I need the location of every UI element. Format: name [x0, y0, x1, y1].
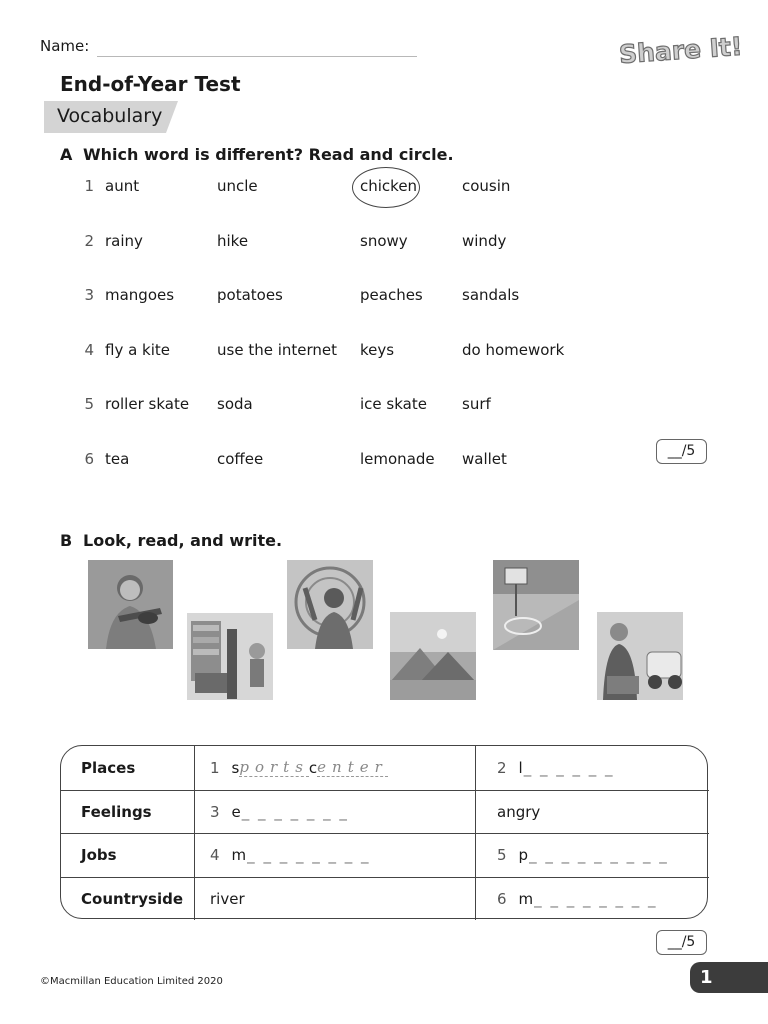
question-number: 5: [84, 395, 94, 413]
word-option[interactable]: roller skate: [105, 395, 190, 413]
table-row: [61, 833, 709, 877]
answer-cell[interactable]: [195, 834, 476, 877]
question-number: 6: [84, 450, 94, 468]
answer-cell[interactable]: [195, 791, 476, 834]
question-row: [0, 450, 768, 480]
word-option[interactable]: soda: [217, 395, 253, 413]
question-number: 2: [84, 232, 94, 250]
word-option[interactable]: windy: [462, 232, 507, 250]
word-option[interactable]: peaches: [360, 286, 423, 304]
answer-cell[interactable]: [476, 878, 709, 921]
answer-blank[interactable]: _ _ _ _ _ _ _: [241, 802, 349, 821]
answer-start: s: [231, 758, 240, 777]
example-cell: [476, 791, 709, 834]
row-label: Jobs: [61, 834, 195, 877]
item-number: 5: [497, 846, 507, 865]
answer-start: l: [518, 758, 523, 777]
word-option[interactable]: mangoes: [105, 286, 175, 304]
copyright: ©Macmillan Education Limited 2020: [40, 976, 223, 987]
row-label: Feelings: [61, 791, 195, 834]
question-row: [0, 286, 768, 316]
vocab-table: [60, 745, 708, 919]
mountains-picture: [390, 612, 476, 700]
question-row: [0, 232, 768, 262]
part-a-letter: A: [60, 145, 73, 164]
word-option[interactable]: hike: [217, 232, 249, 250]
question-row: [0, 177, 768, 207]
word-option[interactable]: lemonade: [360, 450, 435, 468]
word-option[interactable]: uncle: [217, 177, 258, 195]
word-option[interactable]: tea: [105, 450, 130, 468]
traced-letters: enter: [317, 758, 388, 777]
word-option[interactable]: ice skate: [360, 395, 427, 413]
answer-cell[interactable]: [476, 746, 709, 790]
answer-start: p: [518, 846, 529, 865]
item-number: 3: [210, 802, 220, 821]
traced-letters: ports: [239, 758, 309, 777]
library-picture: [187, 613, 273, 700]
answer-blank[interactable]: _ _ _ _ _ _: [523, 758, 615, 777]
score-box-a[interactable]: __/5: [656, 439, 707, 464]
part-b-letter: B: [60, 531, 73, 550]
word-option[interactable]: rainy: [105, 232, 143, 250]
word-option[interactable]: potatoes: [217, 286, 283, 304]
word-option[interactable]: fly a kite: [105, 341, 171, 359]
answer-blank[interactable]: _ _ _ _ _ _ _ _ _: [529, 846, 669, 865]
answer-start: c: [308, 758, 318, 777]
page-title: End-of-Year Test: [60, 72, 241, 96]
answer-cell[interactable]: [195, 746, 476, 790]
answer-start: e: [231, 802, 241, 821]
answer-cell[interactable]: [476, 834, 709, 877]
word-option[interactable]: surf: [462, 395, 491, 413]
item-number: 2: [497, 758, 507, 777]
word-option[interactable]: use the internet: [217, 341, 338, 359]
word-option[interactable]: sandals: [462, 286, 520, 304]
table-row: [61, 790, 709, 834]
word-option[interactable]: keys: [360, 341, 395, 359]
sports-center-picture: [493, 560, 579, 650]
name-label: Name:: [40, 37, 90, 55]
word-option[interactable]: wallet: [462, 450, 507, 468]
example-word: river: [210, 889, 245, 908]
part-a-heading: [60, 145, 454, 164]
answer-start: m: [518, 889, 534, 908]
mechanic-picture: [597, 612, 683, 700]
example-word: angry: [497, 802, 541, 821]
part-a-instruction: Which word is different? Read and circle.: [83, 145, 454, 164]
answer-blank[interactable]: _ _ _ _ _ _ _ _: [247, 846, 371, 865]
example-cell: [195, 878, 476, 921]
item-number: 6: [497, 889, 507, 908]
word-option-circled[interactable]: chicken: [360, 177, 418, 195]
question-number: 1: [84, 177, 94, 195]
section-label: Vocabulary: [57, 105, 163, 127]
word-option[interactable]: do homework: [462, 341, 565, 359]
page-number: 1: [690, 962, 768, 993]
amusement-park-picture: [287, 560, 373, 649]
violinist-picture: [88, 560, 173, 649]
section-banner: [44, 101, 178, 133]
item-number: 4: [210, 846, 220, 865]
item-number: 1: [210, 758, 220, 777]
question-number: 3: [84, 286, 94, 304]
row-label: Places: [61, 746, 195, 790]
question-row: [0, 395, 768, 425]
table-row: [61, 746, 709, 790]
svg-text:Share It!: Share It!: [618, 31, 744, 70]
share-it-logo: [615, 30, 744, 70]
answer-blank[interactable]: _ _ _ _ _ _ _ _: [534, 889, 658, 908]
answer-start: m: [231, 846, 247, 865]
question-number: 4: [84, 341, 94, 359]
word-option[interactable]: snowy: [360, 232, 408, 250]
word-option[interactable]: aunt: [105, 177, 140, 195]
word-option[interactable]: cousin: [462, 177, 511, 195]
word-option[interactable]: coffee: [217, 450, 264, 468]
table-row: [61, 877, 709, 921]
score-box-b[interactable]: __/5: [656, 930, 707, 955]
question-row: [0, 341, 768, 371]
name-line[interactable]: [97, 56, 417, 57]
part-b-instruction: Look, read, and write.: [83, 531, 283, 550]
part-b-heading: [60, 531, 282, 550]
row-label: Countryside: [61, 878, 195, 921]
